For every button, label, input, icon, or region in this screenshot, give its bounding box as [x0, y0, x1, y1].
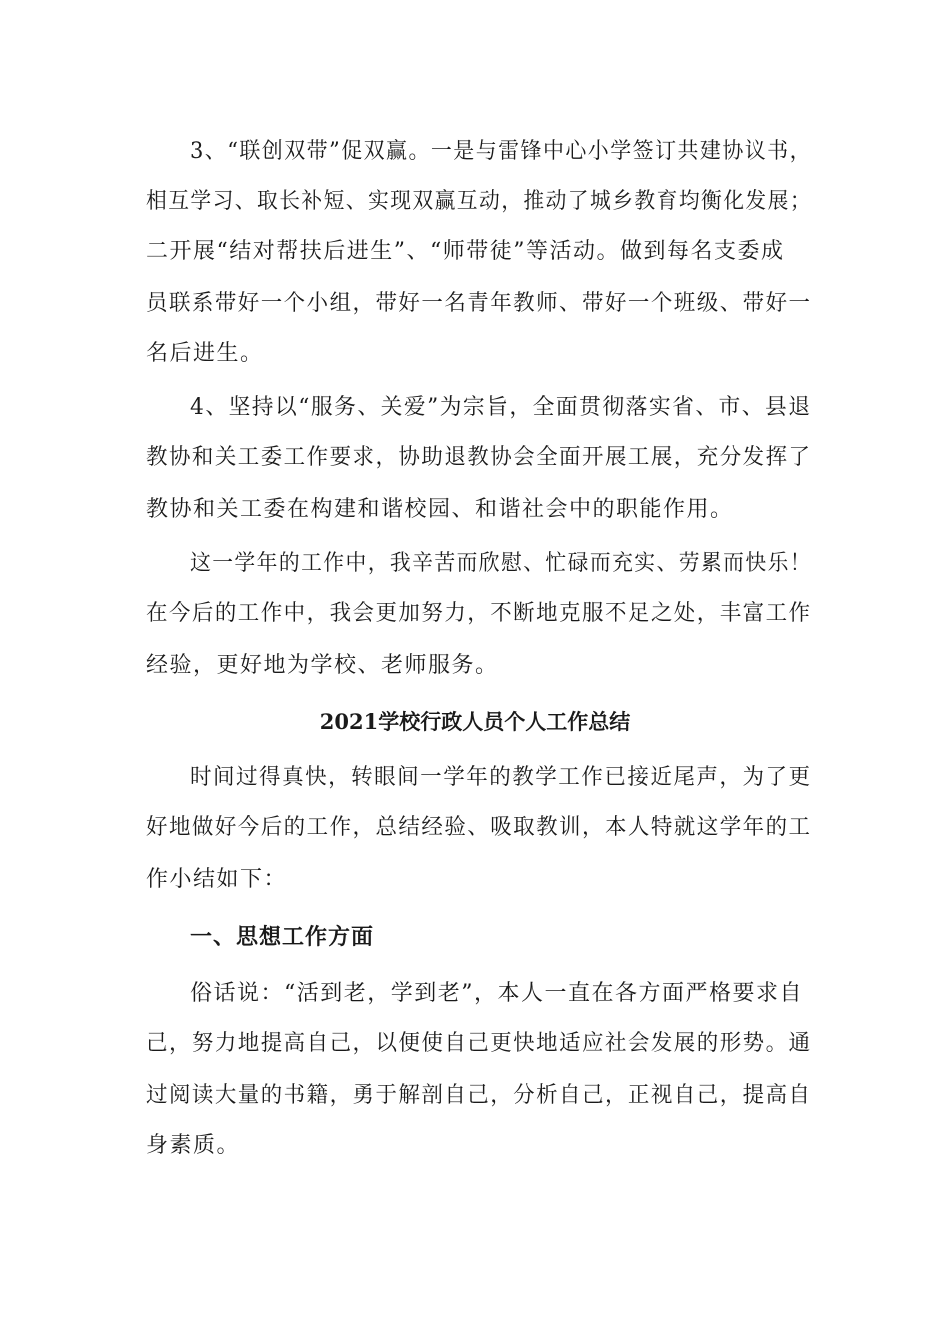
section-body-line-3: 过阅读大量的书籍，勇于解剖自己，分析自己，正视自己，提高自 — [146, 1083, 812, 1108]
section-body-line-1: 俗话说：“活到老，学到老”，本人一直在各方面严格要求自 — [190, 981, 803, 1006]
paragraph-3-line-2: 在今后的工作中，我会更加努力，不断地克服不足之处，丰富工作 — [146, 601, 812, 626]
intro-line-2: 好地做好今后的工作，总结经验、吸取教训，本人特就这学年的工 — [146, 815, 812, 840]
paragraph-1-line-3: 二开展“结对帮扶后进生”、“师带徒”等活动。做到每名支委成 — [146, 239, 785, 264]
intro-line-1: 时间过得真快，转眼间一学年的教学工作已接近尾声，为了更 — [190, 765, 812, 790]
document-title: 2021学校行政人员个人工作总结 — [319, 709, 631, 734]
paragraph-2-line-2: 教协和关工委工作要求，协助退教协会全面开展工展，充分发挥了 — [146, 445, 812, 470]
paragraph-3-line-3: 经验，更好地为学校、老师服务。 — [146, 653, 499, 678]
paragraph-1-line-5: 名后进生。 — [146, 341, 264, 366]
section-heading: 一、思想工作方面 — [190, 924, 375, 950]
paragraph-1-line-1: 3、“联创双带”促双赢。一是与雷锋中心小学签订共建协议书， — [190, 139, 813, 164]
paragraph-3-line-1: 这一学年的工作中，我辛苦而欣慰、忙碌而充实、劳累而快乐！ — [190, 551, 813, 576]
intro-line-3: 作小结如下： — [146, 867, 288, 892]
section-body-line-2: 己，努力地提高自己，以便使自己更快地适应社会发展的形势。通 — [146, 1031, 812, 1056]
section-body-line-4: 身素质。 — [146, 1133, 241, 1158]
paragraph-1-line-2: 相互学习、取长补短、实现双赢互动，推动了城乡教育均衡化发展； — [146, 189, 813, 214]
paragraph-2-line-3: 教协和关工委在构建和谐校园、和谐社会中的职能作用。 — [146, 497, 734, 522]
paragraph-2-line-1: 4、坚持以“服务、关爱”为宗旨，全面贯彻落实省、市、县退 — [190, 395, 812, 420]
paragraph-1-line-4: 员联系带好一个小组，带好一名青年教师、带好一个班级、带好一 — [146, 291, 812, 316]
